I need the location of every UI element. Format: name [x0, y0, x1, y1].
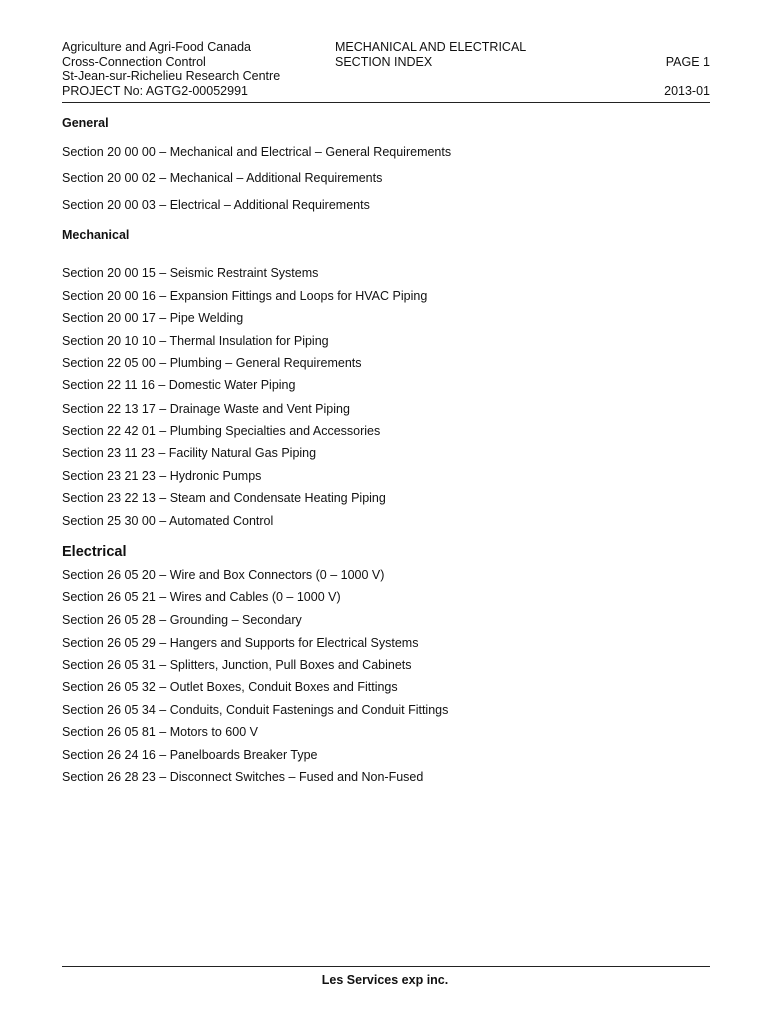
list-item: Section 22 13 17 – Drainage Waste and Vent Piping	[62, 402, 350, 416]
header-project-title: Cross-Connection Control	[62, 54, 206, 69]
header-project-number: PROJECT No: AGTG2-00052991	[62, 83, 248, 98]
list-item: Section 26 05 31 – Splitters, Junction, Pull Boxes and Cabinets	[62, 658, 412, 672]
footer-company: Les Services exp inc.	[321, 973, 449, 987]
list-item: Section 20 10 10 – Thermal Insulation for Piping	[62, 334, 329, 348]
list-item: Section 20 00 00 – Mechanical and Electrical – General Requirements	[62, 145, 452, 159]
header-organization: Agriculture and Agri-Food Canada	[62, 40, 252, 54]
list-item: Section 20 00 16 – Expansion Fittings and Loops for HVAC Piping	[62, 289, 428, 303]
list-item: Section 26 05 34 – Conduits, Conduit Fastenings and Conduit Fittings	[62, 703, 449, 717]
list-item: Section 26 05 28 – Grounding – Secondary	[62, 613, 302, 627]
header-title-line-1: MECHANICAL AND ELECTRICAL	[335, 40, 527, 54]
list-item: Section 26 28 23 – Disconnect Switches – Fused and Non-Fused	[62, 770, 424, 784]
list-item: Section 26 05 21 – Wires and Cables (0 – 1000 V)	[62, 590, 341, 604]
list-item: Section 20 00 17 – Pipe Welding	[62, 311, 244, 325]
heading-electrical: Electrical	[62, 544, 127, 560]
header-location: St-Jean-sur-Richelieu Research Centre	[62, 69, 281, 83]
list-item: Section 22 42 01 – Plumbing Specialties and Accessories	[62, 424, 381, 438]
header-date: 2013-01	[664, 83, 710, 98]
page-header	[62, 40, 710, 103]
header-project-info	[62, 40, 280, 98]
list-item: Section 20 00 02 – Mechanical – Additional Requirements	[62, 171, 383, 185]
header-title-line-2: SECTION INDEX	[335, 54, 433, 69]
list-item: Section 26 24 16 – Panelboards Breaker Type	[62, 748, 318, 762]
list-item: Section 26 05 32 – Outlet Boxes, Conduit Boxes and Fittings	[62, 680, 398, 694]
list-item: Section 26 05 81 – Motors to 600 V	[62, 725, 258, 739]
list-item: Section 22 05 00 – Plumbing – General Requirements	[62, 356, 362, 370]
list-item: Section 23 11 23 – Facility Natural Gas Piping	[62, 446, 317, 460]
list-item: Section 23 22 13 – Steam and Condensate Heating Piping	[62, 491, 386, 505]
list-item: Section 25 30 00 – Automated Control	[62, 514, 274, 528]
header-page-number: PAGE 1	[665, 54, 710, 69]
list-item: Section 26 05 29 – Hangers and Supports for Electrical Systems	[62, 636, 419, 650]
footer-divider	[62, 966, 710, 967]
heading-general: General	[62, 116, 109, 130]
list-item: Section 20 00 03 – Electrical – Additional Requirements	[62, 198, 370, 212]
header-document-title	[335, 40, 526, 69]
heading-mechanical: Mechanical	[62, 228, 130, 242]
list-item: Section 20 00 15 – Seismic Restraint Systems	[62, 266, 319, 280]
list-item: Section 26 05 20 – Wire and Box Connectors (0 – 1000 V)	[62, 568, 385, 582]
list-item: Section 22 11 16 – Domestic Water Piping	[62, 378, 296, 392]
list-item: Section 23 21 23 – Hydronic Pumps	[62, 469, 262, 483]
